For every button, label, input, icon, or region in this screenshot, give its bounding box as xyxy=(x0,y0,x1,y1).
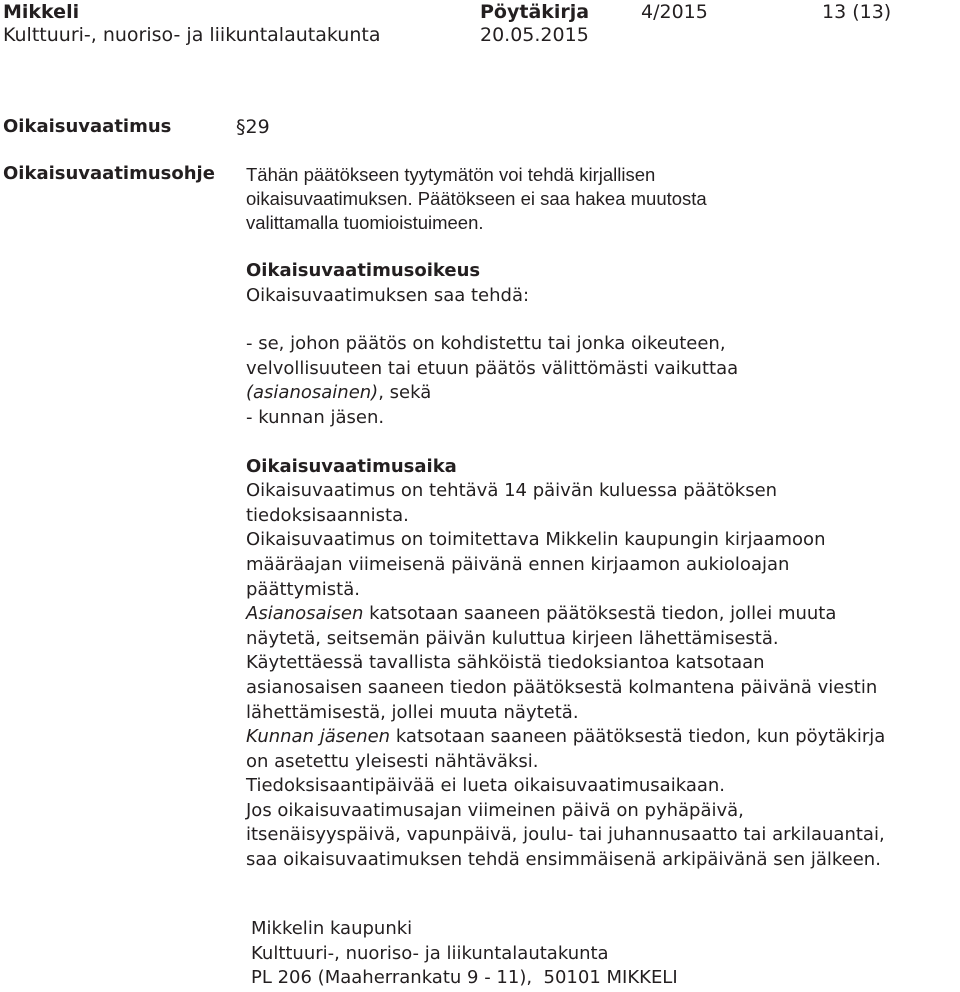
appeal-right-item1-a: - se, johon päätös on kohdistettu tai jonka oikeuteen, xyxy=(246,333,726,355)
label-appeal: Oikaisuvaatimus xyxy=(3,116,172,137)
heading-appeal-time: Oikaisuvaatimusaika xyxy=(246,455,457,477)
intro-line-1: Tähän päätökseen tyytymätön voi tehdä kirjallisen xyxy=(246,164,656,185)
main-body xyxy=(246,259,886,873)
appeal-right-item1-c: (asianosainen), sekä xyxy=(246,382,432,404)
intro-line-2: oikaisuvaatimuksen. Päätökseen ei saa hakea muutosta xyxy=(246,188,707,209)
address-line-1: Mikkelin kaupunki xyxy=(251,918,413,939)
section-sign: § xyxy=(236,116,246,138)
appeal-time-p6: Tiedoksisaantipäivää ei lueta oikaisuvaatimusaikaan. xyxy=(246,775,726,797)
asianosainen-term: (asianosainen) xyxy=(246,382,379,404)
heading-appeal-right: Oikaisuvaatimusoikeus xyxy=(246,260,481,281)
header-committee: Kulttuuri-, nuoriso- ja liikuntalautakunta xyxy=(3,24,381,46)
appeal-time-p3: Asianosaisen katsotaan saaneen päätöksestä tiedon, jollei muuta näytetä, seitsemän päivän kuluttua kirjeen lähettämisestä. xyxy=(246,603,837,649)
section-number xyxy=(236,116,270,138)
appeal-time-p2: Oikaisuvaatimus on toimitettava Mikkelin kaupungin kirjaamoon määräajan viimeisenä päivänä ennen kirjaamon aukioloajan päättymistä. xyxy=(246,529,826,600)
address-block xyxy=(251,917,951,991)
label-appeal-instruction: Oikaisuvaatimusohje xyxy=(3,163,215,184)
appeal-right-text: Oikaisuvaatimuksen saa tehdä: xyxy=(246,284,530,306)
header-org: Mikkeli xyxy=(3,1,80,23)
appeal-right-item1-b: velvollisuuteen tai etuun päätös välittömästi vaikuttaa xyxy=(246,357,739,379)
header-page: 13 (13) xyxy=(822,1,892,23)
header-issue: 4/2015 xyxy=(641,1,708,23)
address-line-2: Kulttuuri-, nuoriso- ja liikuntalautakunta xyxy=(251,942,609,964)
asianosaisen-term: Asianosaisen xyxy=(246,603,364,625)
kunnan-jasenen-term: Kunnan jäsenen xyxy=(246,726,391,748)
intro-text xyxy=(246,163,946,235)
address-line-3: PL 206 (Maaherrankatu 9 - 11), 50101 MIKKELI xyxy=(251,967,678,989)
intro-line-3: valittamalla tuomioistuimeen. xyxy=(246,212,484,233)
header-doc-type: Pöytäkirja xyxy=(480,1,590,23)
section-number-value: 29 xyxy=(245,116,270,138)
appeal-right-item2: - kunnan jäsen. xyxy=(246,406,385,428)
appeal-time-p7: Jos oikaisuvaatimusajan viimeinen päivä on pyhäpäivä, itsenäisyyspäivä, vapunpäivä, joulu- tai juhannusaatto tai arkilauantai, saa oikaisuvaatimuksen tehdä ensimmäisenä arkipäivänä sen jälkeen. xyxy=(246,799,885,871)
appeal-time-p4: Käytettäessä tavallista sähköistä tiedoksiantoa katsotaan asianosaisen saaneen tiedon päätöksestä kolmantena päivänä viestin lähettämisestä, jollei muuta näytetä. xyxy=(246,652,878,723)
appeal-time-p1: Oikaisuvaatimus on tehtävä 14 päivän kuluessa päätöksen tiedoksisaannista. xyxy=(246,480,778,526)
appeal-time-p5: Kunnan jäsenen katsotaan saaneen päätöksestä tiedon, kun pöytäkirja on asetettu yleisesti nähtäväksi. xyxy=(246,726,886,772)
header-date: 20.05.2015 xyxy=(480,24,589,46)
